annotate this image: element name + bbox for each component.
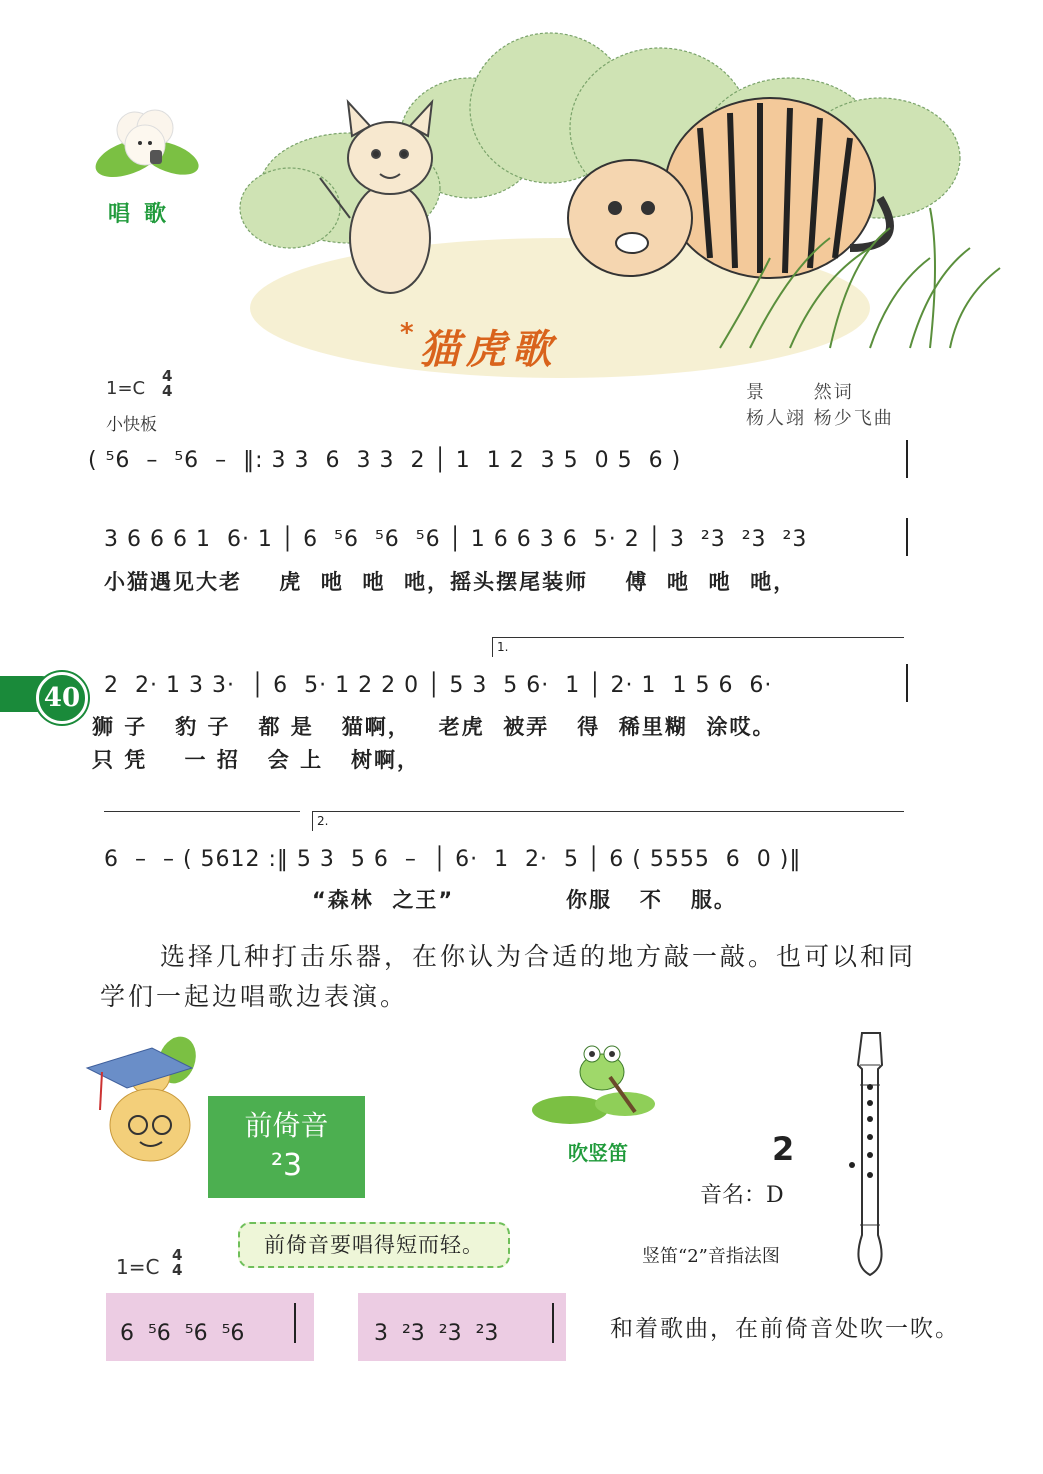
exercise-notes-2: 3 ²3 ²3 ²3 <box>374 1321 499 1346</box>
instruction-paragraph <box>100 937 940 1017</box>
bar-line <box>906 440 908 478</box>
frog-recorder-icon <box>530 1032 660 1132</box>
cat-and-tiger-illustration <box>230 18 1020 418</box>
time-signature: 4 4 <box>162 367 173 400</box>
lyric-line-2: 小猫遇见大老 虎 吔 吔 吔，摇头摆尾装师 傅 吔 吔 吔， <box>104 570 797 594</box>
score-line-1: ( ⁵6 – ⁵6 – ‖: 3 3 6 3 3 2 │ 1 1 2 3 5 0 5 6 ) <box>88 448 682 473</box>
lyricist-credit: 景 然词 <box>746 382 854 403</box>
exercise-box-1 <box>106 1293 314 1361</box>
flower-mascot-icon <box>90 100 200 190</box>
tempo-marking: 小快板 <box>106 415 157 435</box>
score-line-4: 6 – – ( 5612 :‖ 5 3 5 6 – │ 6· 1 2· 5 │ 6 ( 5555 6 0 )‖ <box>104 847 802 872</box>
lyric-line-3b: 只 凭 一 招 会 上 树啊， <box>92 748 421 772</box>
volta-bracket-end <box>104 811 300 812</box>
title-mark: * <box>400 318 420 348</box>
exercise-notes-1: 6 ⁵6 ⁵6 ⁵6 <box>120 1321 245 1346</box>
instruction-line-1: 选择几种打击乐器，在你认为合适的地方敲一敲。也可以和同 <box>160 942 917 971</box>
volta-bracket-2-hook <box>312 811 313 831</box>
score-line-3: 2 2· 1 3 3· │ 6 5· 1 2 2 0 │ 5 3 5 6· 1 │ 2· 1 1 5 6 6· <box>104 673 773 698</box>
gourd-scholar-icon <box>82 1030 202 1165</box>
grace-note-box <box>208 1096 365 1198</box>
page-number: 40 <box>36 672 88 724</box>
pitch-name: 音名：D <box>700 1183 784 1208</box>
song-title <box>400 318 558 375</box>
lyric-line-4: “森林 之王” 你服 不 服。 <box>312 888 737 912</box>
recorder-section-label: 吹竖笛 <box>568 1141 628 1165</box>
section-label: 唱歌 <box>108 202 181 227</box>
volta-bracket-2 <box>312 811 904 812</box>
grace-note-title: 前倚音 <box>244 1109 329 1142</box>
grace-note-tip: 前倚音要唱得短而轻。 <box>238 1222 510 1268</box>
song-title-text: 猫虎歌 <box>419 327 558 373</box>
volta-2-label: 2. <box>317 814 329 828</box>
fingering-caption: 竖笛“2”音指法图 <box>642 1246 780 1267</box>
instruction-line-2: 学们一起边唱歌边表演。 <box>100 982 409 1011</box>
key-signature: 1=C <box>106 378 146 399</box>
volta-1-label: 1. <box>497 640 509 654</box>
recorder-instruction: 和着歌曲，在前倚音处吹一吹。 <box>610 1316 960 1342</box>
score-line-2: 3 6 6 6 1 6· 1 │ 6 ⁵6 ⁵6 ⁵6 │ 1 6 6 3 6 5· 2 │ 3 ²3 ²3 ²3 <box>104 527 808 552</box>
recorder-fingering-diagram <box>840 1025 900 1280</box>
exercise-box-2 <box>358 1293 566 1361</box>
grace-note-symbol: ²3 <box>270 1148 303 1183</box>
composer-credit: 杨人翊 杨少飞曲 <box>746 408 894 429</box>
bar-line <box>294 1303 296 1343</box>
bar-line <box>906 518 908 556</box>
volta-bracket-1 <box>492 637 904 638</box>
exercise-time-signature: 4 4 <box>172 1246 183 1279</box>
volta-bracket-1-hook <box>492 637 493 657</box>
bar-line <box>906 664 908 702</box>
bar-line <box>552 1303 554 1343</box>
lyric-line-3a: 狮 子 豹 子 都 是 猫啊， 老虎 被弄 得 稀里糊 涂哎。 <box>92 715 776 739</box>
recorder-note: 2 <box>772 1130 795 1168</box>
exercise-key: 1=C <box>116 1255 160 1279</box>
